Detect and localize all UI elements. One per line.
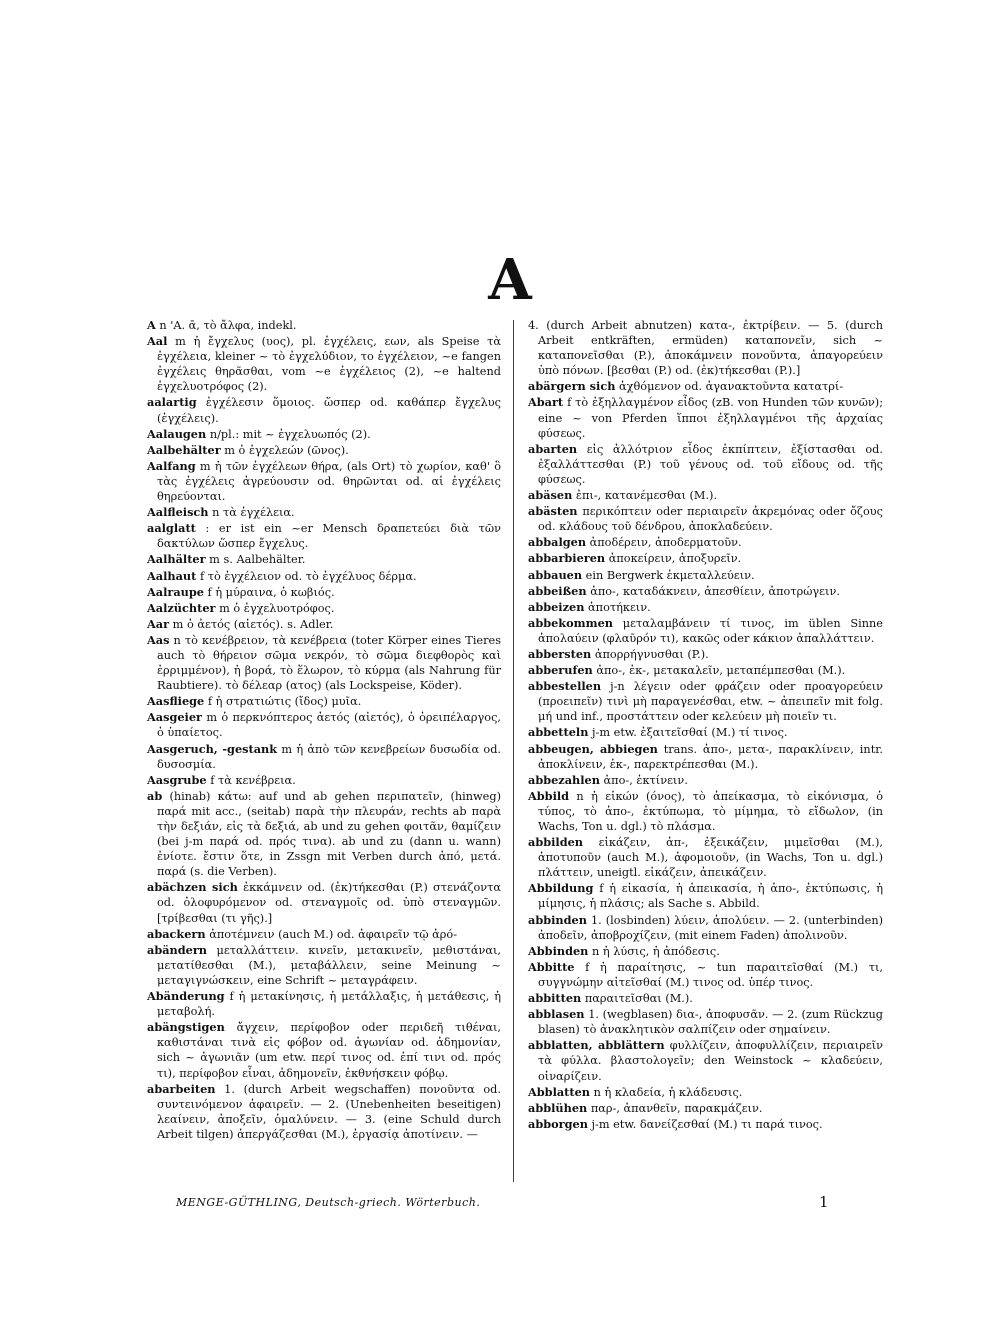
entry-definition: παρ-, ἀπανθεῖν, παρακμάζειν. [590, 1101, 763, 1115]
entry-headword: abbalgen [528, 535, 587, 550]
entry-definition: (hinab) κάτω: auf und ab gehen περιπατεῖν, (hinweg) παρά mit acc., (seitab) παρὰ τὴν πλευράν, rechts ab παρὰ τὴν δεξιάν, εἰς τὰ δεξιά, ab und zu gehen φοιτᾶν, θαμίζειν (bei j-m παρά od. πρός τινα). ab und zu (dann u. wann) ἐνίοτε. ἔστιν ὅτε, in Zssgn mit Verben durch ἀπό, μετά. παρά (s. die Verben). [157, 789, 502, 879]
entry-definition: εἰκάζειν, ἀπ-, ἐξεικάζειν, μιμεῖσθαι (M.), ἀποτυποῦν (auch M.), ἀφομοιοῦν, (in Wachs, Ton u. dgl.) πλάττειν, uneigtl. εἰκάζειν, ἀπεικάζειν. [538, 836, 883, 880]
dictionary-entry [528, 913, 883, 943]
entry-definition: μεταλαμβάνειν τί τινος, im üblen Sinne ἀπολαύειν (φλαῦρόν τι), κακῶς oder κάκιον ἀπαλλάττειν. [538, 616, 883, 645]
entry-definition: m s. Aalbehälter. [209, 553, 306, 567]
dictionary-entry [147, 927, 501, 942]
entry-definition: f τὸ ἐξηλλαγμένον εἶδος (zB. von Hunden τῶν κυνῶν); eine ~ von Pferden ἵπποι ἐξηλλαγμένοι τῆς ἀρχαίας φύσεως. [538, 396, 883, 440]
entry-definition: εἰς ἀλλότριον εἶδος ἐκπίπτειν, ἐξίστασθαι od. ἐξαλλάττεσθαι (P.) τοῦ γένους od. τοῦ εἴδους od. τῆς φύσεως. [538, 442, 884, 486]
entry-headword: abackern [147, 926, 206, 941]
entry-definition: m ὁ ἀετός (αἰετός). s. Adler. [172, 617, 334, 631]
dictionary-entry [147, 710, 501, 740]
entry-definition: ἀπο-, ἐκ-, μετακαλεῖν, μεταπέμπεσθαι (M.). [596, 664, 846, 678]
dictionary-entry [147, 552, 501, 567]
entry-definition: f ἡ μύραινα, ὁ κωβιός. [207, 585, 335, 599]
entry-headword: abblatten, abblättern [528, 1038, 665, 1053]
entry-headword: aalglatt [147, 521, 196, 536]
dictionary-entry [528, 442, 883, 487]
dictionary-entry [147, 742, 501, 772]
entry-definition: n ἡ κλαδεία, ἡ κλάδευσις. [593, 1085, 743, 1099]
dictionary-entry [147, 633, 501, 693]
dictionary-entry [147, 943, 501, 988]
entry-headword: abbeugen, abbiegen [528, 741, 658, 756]
entry-definition: 1. (wegblasen) δια-, ἀποφυσᾶν. — 2. (zum Rückzug blasen) τὸ ἀνακλητικὸν σαλπίζειν oder σημαίνειν. [538, 1008, 883, 1037]
entry-headword: Abblatten [528, 1084, 591, 1099]
entry-headword: Abbinden [528, 943, 589, 958]
dictionary-entry [147, 789, 501, 880]
entry-definition: φυλλίζειν, ἀποφυλλίζειν, περιαιρεῖν τὰ φύλλα. βλαστολογεῖν; den Weinstock ~ κλαδεύειν, οἰναρίζειν. [538, 1039, 883, 1083]
dictionary-entry [147, 989, 501, 1019]
entry-headword: Aas [147, 632, 170, 647]
entry-definition: 4. (durch Arbeit abnutzen) κατα-, ἐκτρίβειν. — 5. (durch Arbeit entkräften, ermüden) καταπονεῖν, sich ~ καταπονεῖσθαι (P.), ἀποκάμνειν πονοῦντα, ἀπαγορεύειν ὑπὸ πόνων. [βεσθαι (P.) od. (ἐκ)τήκεσθαι (P.).] [528, 319, 883, 378]
entry-headword: abarbeiten [147, 1081, 216, 1096]
entry-definition: f ἡ παραίτησις, ~ tun παραιτεῖσθαί (M.) τι, συγγνώμην αἰτεῖσθαί (M.) τινος od. ὑπέρ τινος. [538, 960, 883, 989]
entry-definition: ἀπο-, ἐκτίνειν. [603, 773, 688, 787]
page-number: 1 [819, 1193, 829, 1211]
entry-headword: abbitten [528, 991, 582, 1006]
dictionary-entry [528, 1101, 883, 1116]
entry-headword: Abänderung [147, 989, 225, 1004]
dictionary-entry [528, 379, 883, 394]
entry-definition: trans. ἀπο-, μετα-, παρακλίνειν, intr. ἀποκλίνειν, ἐκ-, παρεκτρέπεσθαι (M.). [538, 742, 883, 771]
entry-definition: μεταλλάττειν. κινεῖν, μετακινεῖν, μεθιστάναι, μετατίθεσθαι (M.), μεταβάλλειν, seine Meinung ~ μεταγιγνώσκειν, eine Schrift ~ μεταγράφειν. [157, 943, 501, 987]
entry-headword: Aasfliege [147, 694, 205, 709]
entry-headword: abberufen [528, 663, 593, 678]
entry-headword: abbekommen [528, 615, 613, 630]
entry-definition: n τὸ κενέβρειον, τὰ κενέβρεια (toter Körper eines Tieres auch τὸ θήρειον σῶμα νεκρόν, τὸ σῶμα διεφθορὸς καὶ ἐρριμμένον), ἡ βορά, τὸ ἕλωρον, τὸ κύρμα (als Nahrung für Raubtiere). τὸ δέλεαρ (ατος) (als Lockspeise, Köder). [157, 633, 501, 693]
dictionary-entry [147, 617, 501, 632]
entry-headword: Aalhaut [147, 568, 197, 583]
entry-headword: Aalbehälter [147, 442, 221, 457]
entry-headword: abbinden [528, 912, 587, 927]
footer-source: MENGE-GÜTHLING, Deutsch-griech. Wörterbuch. [176, 1196, 481, 1209]
entry-headword: Aasgeier [147, 710, 202, 725]
entry-definition: f ἡ στρατιώτις (ἴδος) μυῖα. [207, 695, 362, 709]
dictionary-entry [528, 1117, 883, 1132]
entry-headword: A [147, 318, 156, 332]
dictionary-entry [147, 585, 501, 600]
entry-definition: ἀποκείρειν, ἀποξυρεῖν. [608, 552, 742, 566]
entry-definition: ἄγχειν, περίφοβον oder περιδεῆ τιθέναι, καθιστάναι τινὰ εἰς φόβον od. ἀγωνίαν od. ἀδημονίαν, sich ~ ἀγωνιᾶν (um etw. περί τινος od. ἐπί τινι od. πρός τι), περίφοβον εἶναι, ἀδημονεῖν, ἐκθνήσκειν φόβῳ. [157, 1021, 501, 1080]
entry-headword: abändern [147, 942, 208, 957]
entry-definition: m ὁ ἐγχελεών (ῶνος). [224, 443, 349, 457]
entry-definition: m ἡ ἔγχελυς (υος), pl. ἐγχέλεις, εων, als Speise τὰ ἐγχέλεια, kleiner ~ τὸ ἐγχελύδιον, το ἐγχέλειον, ~e fangen ἐγχέλεις θηρᾶσθαι, vom ~e ἐγχέλειος (2), ~e haltend ἐγχελυοτρόφος (2). [157, 335, 502, 394]
entry-definition: ἀποδέρειν, ἀποδερματοῦν. [589, 536, 742, 550]
entry-definition: m ὁ περκνόπτερος ἀετός (αἰετός), ὁ ὀρειπέλαργος, ὁ ὑπαίετος. [157, 711, 502, 740]
entry-headword: abbauen [528, 567, 583, 582]
entry-headword: abbilden [528, 835, 584, 850]
entry-headword: abächzen sich [147, 880, 238, 895]
section-letter: A [488, 247, 532, 313]
entry-definition: j-m etw. δανείζεσθαί (M.) τι παρά τινος. [591, 1117, 823, 1131]
dictionary-entry [528, 1038, 883, 1083]
dictionary-entry [147, 427, 501, 442]
entry-headword: Aalraupe [147, 584, 204, 599]
entry-definition: ἀποτέμνειν (auch M.) od. ἀφαιρεῖν τῷ ἀρό- [209, 927, 458, 941]
entry-definition: ἐγχέλεσιν ὅμοιος. ὥσπερ od. καθάπερ ἔγχελυς (ἐγχέλεις). [157, 396, 501, 425]
dictionary-entry [528, 488, 883, 503]
entry-headword: Abbildung [528, 881, 594, 896]
entry-definition: ἀπο-, καταδάκνειν, ἀπεσθίειν, ἀποτρώγειν. [590, 584, 840, 598]
entry-headword: abbestellen [528, 679, 602, 694]
dictionary-entry [528, 616, 883, 646]
dictionary-entry [147, 880, 501, 925]
entry-headword: Abbitte [528, 959, 575, 974]
dictionary-entry [528, 663, 883, 678]
entry-headword: aalartig [147, 395, 197, 410]
dictionary-entry [528, 789, 883, 834]
dictionary-entry [147, 773, 501, 788]
dictionary-entry [528, 679, 883, 724]
entry-definition: ἀποτήκειν. [588, 600, 651, 614]
dictionary-entry [528, 881, 883, 911]
entry-headword: abbeizen [528, 599, 585, 614]
entry-definition: ein Bergwerk ἐκμεταλλεύειν. [585, 568, 755, 582]
dictionary-entry [528, 535, 883, 550]
dictionary-entry [147, 521, 501, 551]
dictionary-entry [528, 944, 883, 959]
entry-definition: j-n λέγειν oder φράζειν oder προαγορεύειν (προειπεῖν) τινὶ μὴ παραγενέσθαι, etw. ~ ἀπειπεῖν mit folg. μή und inf., προστάττειν oder κελεύειν μὴ ποιεῖν τι. [538, 680, 883, 724]
dictionary-entry [147, 318, 501, 333]
entry-definition: : er ist ein ~er Mensch δραπετεύει διὰ τῶν δακτύλων ὥσπερ ἔγχελυς. [157, 522, 501, 551]
dictionary-entry [528, 318, 883, 378]
dictionary-entry [528, 725, 883, 740]
entry-headword: abbetteln [528, 725, 589, 740]
entry-definition: n τὰ ἐγχέλεια. [212, 506, 295, 520]
dictionary-entry [528, 584, 883, 599]
entry-headword: Aasgrube [147, 772, 207, 787]
entry-definition: n/pl.: mit ~ ἐγχελυωπός (2). [209, 427, 371, 441]
entry-definition: παραιτεῖσθαι (M.). [584, 992, 693, 1006]
entry-definition: ἐπι-, κατανέμεσθαι (M.). [575, 489, 718, 503]
entry-definition: ἀπορρήγνυσθαι (P.). [594, 647, 709, 661]
dictionary-entry [147, 601, 501, 616]
entry-definition: m ὁ ἐγχελυοτρόφος. [219, 601, 335, 615]
entry-headword: abborgen [528, 1116, 588, 1131]
dictionary-entry [528, 1007, 883, 1037]
entry-definition: ἐκκάμνειν od. (ἐκ)τήκεσθαι (P.) στενάζοντα od. ὀλοφυρόμενον od. στεναγμοῖς od. ὑπὸ στεναγμῶν. [τρίβεσθαι (τι γῆς).] [157, 881, 502, 925]
dictionary-entry [528, 835, 883, 880]
dictionary-entry [528, 991, 883, 1006]
entry-headword: abbezahlen [528, 772, 600, 787]
entry-headword: Aalaugen [147, 426, 207, 441]
dictionary-entry [528, 395, 883, 440]
right-column [528, 318, 883, 1133]
dictionary-entry [528, 504, 883, 534]
dictionary-entry [147, 694, 501, 709]
entry-headword: abängstigen [147, 1020, 225, 1035]
entry-headword: Aalzüchter [147, 600, 216, 615]
entry-headword: Aalhälter [147, 552, 206, 567]
entry-headword: Aal [147, 334, 168, 349]
dictionary-entry [528, 551, 883, 566]
dictionary-entry [528, 742, 883, 772]
entry-headword: Aalfang [147, 458, 196, 473]
dictionary-entry [147, 334, 501, 394]
dictionary-entry [147, 443, 501, 458]
left-column [147, 318, 501, 1143]
dictionary-entry [147, 505, 501, 520]
dictionary-entry [528, 600, 883, 615]
entry-definition: 1. (losbinden) λύειν, ἀπολύειν. — 2. (unterbinden) ἀποδεῖν, ἀποβροχίζειν, (mit einem Faden) ἀπολινοῦν. [538, 913, 884, 942]
entry-headword: abäsen [528, 488, 573, 503]
entry-definition: j-m etw. ἐξαιτεῖσθαί (M.) τί τινος. [592, 726, 788, 740]
entry-definition: m ἡ ἀπὸ τῶν κενεβρείων δυσωδία od. δυσοσμία. [157, 742, 502, 771]
entry-definition: 1. (durch Arbeit wegschaffen) πονοῦντα od. συντεινόμενον ἀφαιρεῖν. — 2. (Unebenheiten beseitigen) λεαίνειν, ἀποξεῖν, ὁμαλύνειν. — 3. (eine Schuld durch Arbeit tilgen) ἀπεργάζεσθαι (M.), ἐργασίᾳ ἀποτίνειν. — [157, 1082, 501, 1141]
entry-definition: n ἡ εἰκών (όνος), τὸ ἀπείκασμα, τὸ εἰκόνισμα, ὁ τύπος, τὸ ἀπο-, ἐκτύπωμα, τὸ μίμημα, τὸ εἴδωλον, (in Wachs, Ton u. dgl.) τὸ πλάσμα. [538, 789, 883, 833]
dictionary-entry [528, 773, 883, 788]
entry-headword: Aasgeruch, -gestank [147, 741, 278, 756]
dictionary-entry [147, 1082, 501, 1142]
dictionary-entry [528, 568, 883, 583]
entry-headword: ab [147, 788, 163, 803]
dictionary-entry [147, 459, 501, 504]
entry-definition: n ἡ λύσις, ἡ ἀπόδεσις. [591, 944, 720, 958]
entry-headword: abbeißen [528, 583, 587, 598]
dictionary-entry [147, 395, 501, 425]
entry-definition: περικόπτειν oder περιαιρεῖν ἀκρεμόνας oder ὄζους od. κλάδους τοῦ δένδρου, ἀποκλαδεύειν. [538, 505, 883, 534]
entry-definition: f τὸ ἐγχέλειον od. τὸ ἐγχέλυος δέρμα. [199, 569, 417, 583]
entry-headword: Aar [147, 616, 170, 631]
entry-headword: Aalfleisch [147, 505, 209, 520]
entry-definition: f ἡ εἰκασία, ἡ ἀπεικασία, ἡ ἀπο-, ἐκτύπωσις, ἡ μίμησις, ἡ πλάσις; als Sache s. Abbild. [538, 882, 883, 911]
dictionary-entry [528, 960, 883, 990]
entry-headword: abbarbieren [528, 551, 606, 566]
entry-definition: f ἡ μετακίνησις, ἡ μετάλλαξις, ἡ μετάθεσις, ἡ μεταβολή. [157, 990, 502, 1019]
column-divider [513, 320, 514, 1182]
entry-headword: abästen [528, 504, 578, 519]
entry-headword: abblühen [528, 1100, 588, 1115]
entry-headword: abarten [528, 441, 578, 456]
dictionary-entry [147, 1020, 501, 1080]
entry-headword: Abbild [528, 788, 570, 803]
entry-headword: abbersten [528, 646, 592, 661]
dictionary-entry [147, 569, 501, 584]
entry-definition: ἀχθόμενον od. ἀγανακτοῦντα κατατρί- [619, 380, 844, 394]
dictionary-entry [528, 1085, 883, 1100]
entry-headword: abärgern sich [528, 379, 616, 394]
entry-headword: Abart [528, 395, 564, 410]
entry-definition: n 'A. ᾱ, τὸ ἄλφα, indekl. [159, 319, 297, 332]
entry-headword: abblasen [528, 1007, 585, 1022]
entry-definition: m ἡ τῶν ἐγχέλεων θήρα, (als Ort) τὸ χωρίον, καθ' ὃ τὰς ἐγχέλεις ἀγρεύουσιν od. θηρῶνται od. αἱ ἐγχέλεις θηρεύονται. [157, 459, 501, 504]
entry-definition: f τὰ κενέβρεια. [210, 773, 296, 787]
dictionary-entry [528, 647, 883, 662]
